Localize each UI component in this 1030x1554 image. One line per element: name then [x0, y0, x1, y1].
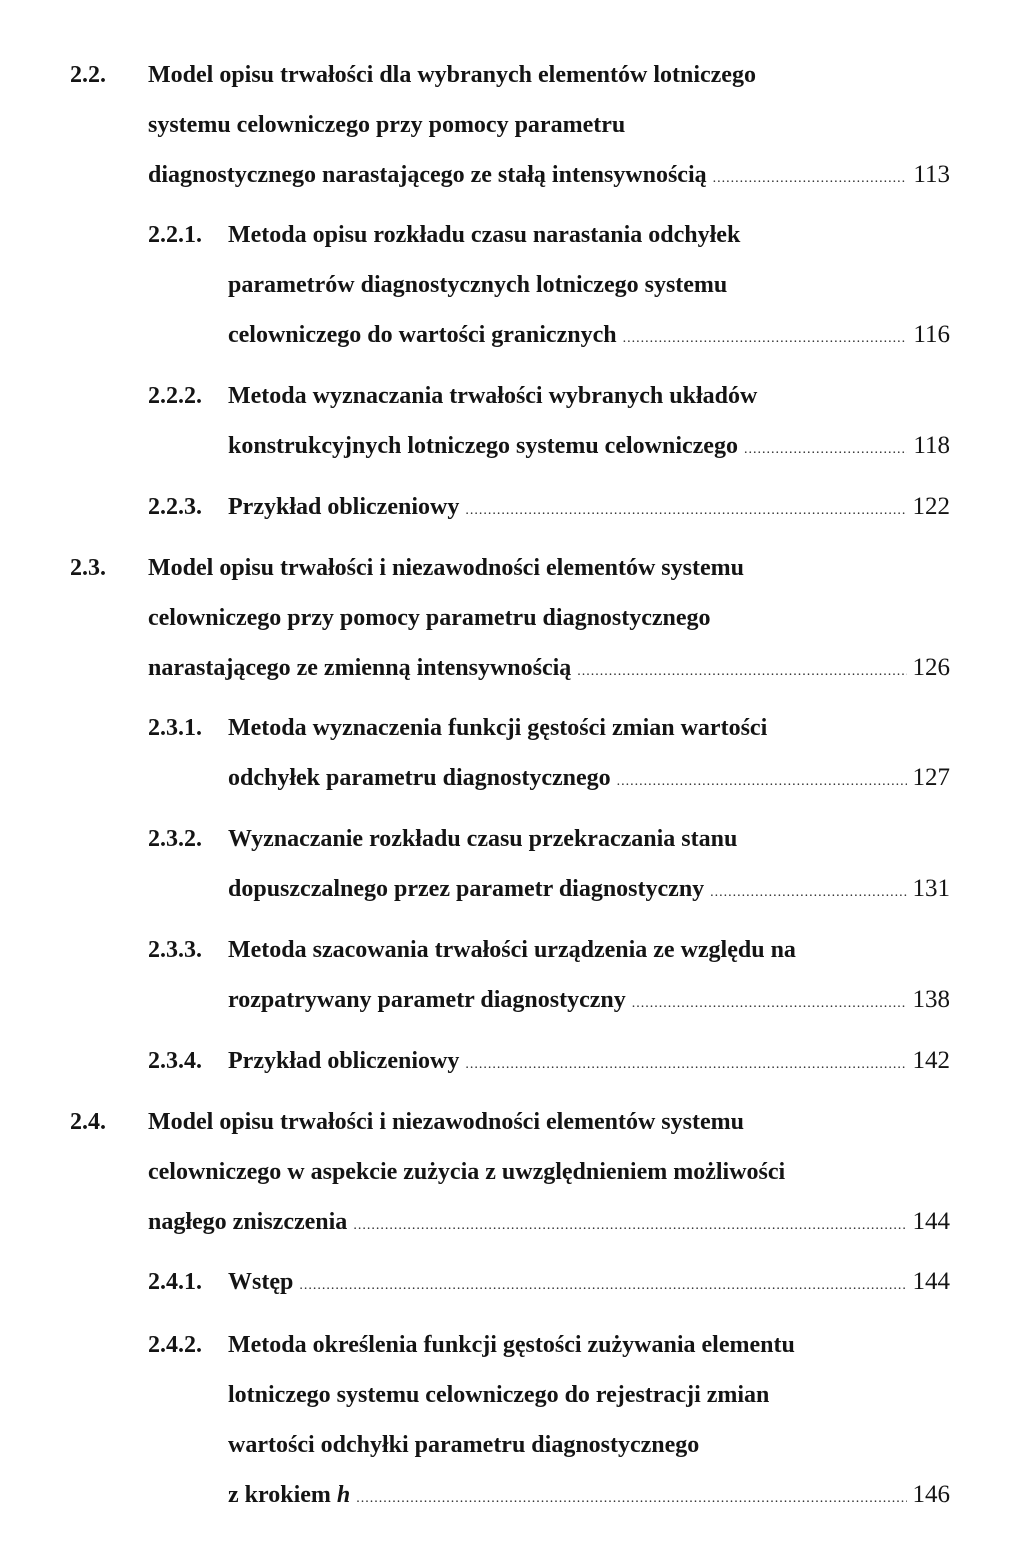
variable-h: h: [336, 1482, 351, 1508]
entry-title-line: Wyznaczanie rozkładu czasu przekraczania stanu: [228, 826, 738, 852]
entry-number: 2.3.: [70, 555, 106, 581]
entry-title-line: systemu celowniczego przy pomocy parametru: [148, 112, 626, 138]
entry-title-line: narastającego ze zmienną intensywnością: [148, 655, 572, 681]
dot-leader: [577, 647, 906, 697]
entry-title-line: diagnostycznego narastającego ze stałą intensywnością: [148, 162, 707, 188]
entry-title-line: Metoda określenia funkcji gęstości zużywania elementu: [228, 1332, 795, 1358]
page-number: 118: [913, 432, 950, 459]
page-number: 144: [912, 1268, 950, 1295]
entry-title-line: lotniczego systemu celowniczego do rejestracji zmian: [228, 1382, 770, 1408]
dot-leader: [617, 757, 907, 807]
dot-leader: [632, 979, 907, 1029]
entry-number: 2.2.: [70, 62, 106, 88]
dot-leader: [710, 868, 906, 918]
page-number: 144: [912, 1208, 950, 1235]
page-number: 126: [912, 654, 950, 681]
entry-title-line: Przykład obliczeniowy: [228, 494, 460, 520]
page-number: 127: [912, 764, 950, 791]
entry-number: 2.3.3.: [148, 937, 202, 963]
entry-number: 2.2.2.: [148, 383, 202, 409]
entry-title-line: odchyłek parametru diagnostycznego: [228, 765, 611, 791]
entry-number: 2.4.2.: [148, 1332, 202, 1358]
dot-leader: [356, 1474, 906, 1524]
entry-number: 2.3.2.: [148, 826, 202, 852]
entry-title-line: wartości odchyłki parametru diagnostycznego: [228, 1432, 700, 1458]
entry-title-line-with-variable: z krokiem h: [228, 1482, 351, 1508]
entry-number: 2.3.1.: [148, 715, 202, 741]
entry-title-line: parametrów diagnostycznych lotniczego systemu: [228, 272, 728, 298]
entry-number: 2.2.1.: [148, 222, 202, 248]
entry-title-line: Metoda wyznaczania trwałości wybranych układów: [228, 383, 758, 409]
entry-title-line: Metoda wyznaczenia funkcji gęstości zmian wartości: [228, 715, 768, 741]
entry-title-line: Model opisu trwałości i niezawodności elementów systemu: [148, 1109, 744, 1135]
page-number: 122: [912, 493, 950, 520]
dot-leader: [713, 154, 908, 204]
entry-title-line: celowniczego w aspekcie zużycia z uwzględnieniem możliwości: [148, 1159, 786, 1185]
entry-number: 2.4.: [70, 1109, 106, 1135]
dot-leader: [353, 1201, 906, 1251]
dot-leader: [744, 425, 907, 475]
entry-title-line: Przykład obliczeniowy: [228, 1048, 460, 1074]
page-number: 116: [913, 321, 950, 348]
entry-title-line: celowniczego do wartości granicznych: [228, 322, 617, 348]
entry-title-line: Model opisu trwałości dla wybranych elementów lotniczego: [148, 62, 756, 88]
entry-title-line: Model opisu trwałości i niezawodności elementów systemu: [148, 555, 744, 581]
entry-title-line: Metoda opisu rozkładu czasu narastania odchyłek: [228, 222, 741, 248]
dot-leader: [299, 1261, 906, 1311]
entry-number: 2.3.4.: [148, 1048, 202, 1074]
entry-title-line: Wstęp: [228, 1269, 294, 1295]
entry-title-line: rozpatrywany parametr diagnostyczny: [228, 987, 626, 1013]
page-number: 146: [912, 1481, 950, 1508]
entry-title-line: celowniczego przy pomocy parametru diagnostycznego: [148, 605, 711, 631]
page-number: 131: [912, 875, 950, 902]
page-number: 113: [913, 161, 950, 188]
dot-leader: [465, 486, 906, 536]
entry-title-line: konstrukcyjnych lotniczego systemu celowniczego: [228, 433, 738, 459]
page-number: 138: [912, 986, 950, 1013]
entry-title-line: Metoda szacowania trwałości urządzenia ze względu na: [228, 937, 796, 963]
entry-number: 2.2.3.: [148, 494, 202, 520]
entry-number: 2.4.1.: [148, 1269, 202, 1295]
entry-title-line: dopuszczalnego przez parametr diagnostyczny: [228, 876, 705, 902]
page-number: 142: [912, 1047, 950, 1074]
dot-leader: [465, 1040, 906, 1090]
entry-title-line: nagłego zniszczenia: [148, 1209, 348, 1235]
dot-leader: [623, 314, 908, 364]
